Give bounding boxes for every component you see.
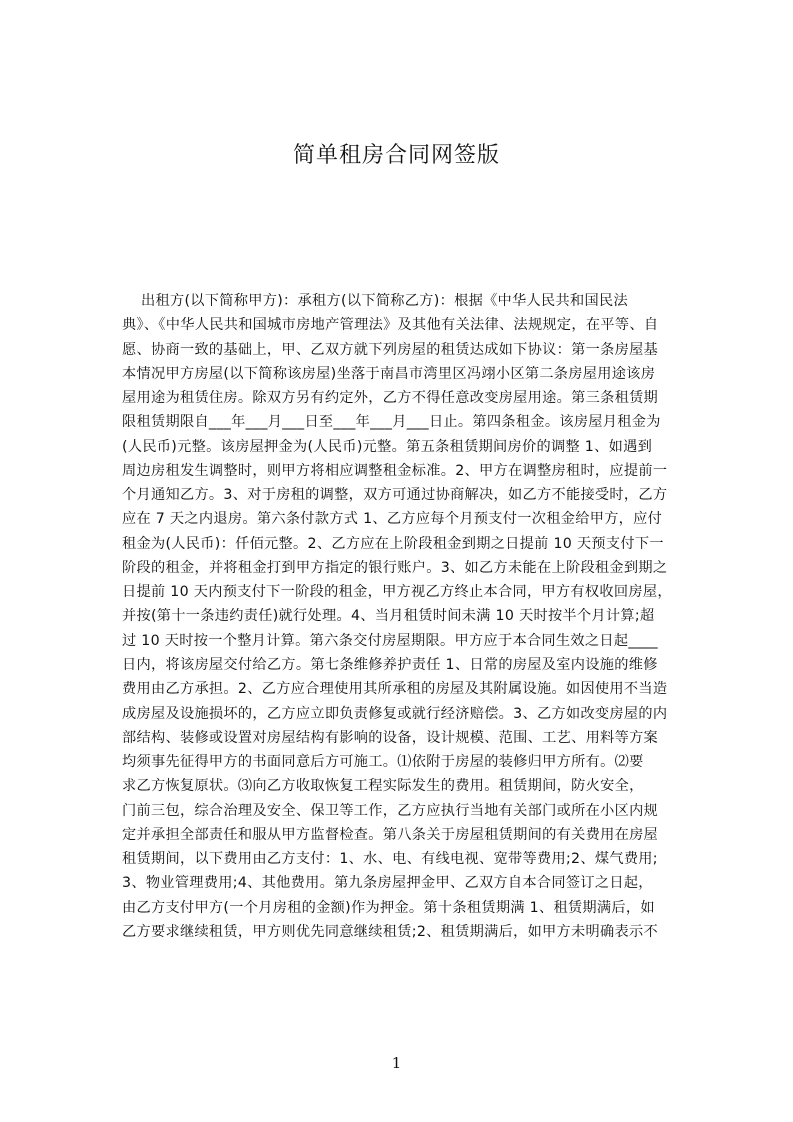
body-line: 租赁期间，以下费用由乙方支付：1、水、电、有线电视、宽带等费用;2、煤气费用; xyxy=(122,851,658,868)
body-line: 周边房租发生调整时，则甲方将相应调整租金标准。2、甲方在调整房租时，应提前一 xyxy=(122,462,668,479)
body-line: 出租方(以下简称甲方)：承租方(以下简称乙方)：根据《中华人民共和国民法 xyxy=(141,293,628,309)
body-line: 日内，将该房屋交付给乙方。第七条维修养护责任 1、日常的房屋及室内设施的维修 xyxy=(122,656,658,673)
body-line: (人民币)元整。该房屋押金为(人民币)元整。第五条租赁期间房价的调整 1、如遇到 xyxy=(122,438,653,455)
body-line: 成房屋及设施损坏的，乙方应立即负责修复或就行经济赔偿。3、乙方如改变房屋的内 xyxy=(122,705,668,722)
body-line: 租金为(人民币)：仟佰元整。2、乙方应在上阶段租金到期之日提前 10 天预支付下一 xyxy=(122,535,664,552)
body-line: 由乙方支付甲方(一个月房租的金额)作为押金。第十条租赁期满 1、租赁期满后，如 xyxy=(122,899,655,916)
body-line: 应在 7 天之内退房。第六条付款方式 1、乙方应每个月预支付一次租金给甲方，应付 xyxy=(122,511,663,528)
body-line: 部结构、装修或设置对房屋结构有影响的设备，设计规模、范围、工艺、用料等方案 xyxy=(122,729,659,746)
document-body xyxy=(122,289,697,944)
body-line: 求乙方恢复原状。⑶向乙方收取恢复工程实际发生的费用。租赁期间，防火安全， xyxy=(122,778,644,795)
document-title: 简单租房合同网签版 xyxy=(292,143,500,168)
body-line: 门前三包，综合治理及安全、保卫等工作，乙方应执行当地有关部门或所在小区内规 xyxy=(122,802,659,819)
body-line: 限租赁期限自___年___月___日至___年___月___日止。第四条租金。该房屋月租金为 xyxy=(122,414,661,431)
body-line: 并按(第十一条违约责任)就行处理。4、当月租赁时间未满 10 天时按半个月计算;超 xyxy=(122,608,655,625)
body-line: 屋用途为租赁住房。除双方另有约定外，乙方不得任意改变房屋用途。第三条租赁期 xyxy=(122,390,659,407)
body-line: 乙方要求继续租赁，甲方则优先同意继续租赁;2、租赁期满后，如甲方未明确表示不 xyxy=(122,923,658,940)
body-line: 典》、《中华人民共和国城市房地产管理法》及其他有关法律、法规规定，在平等、自 xyxy=(122,317,659,334)
body-line: 阶段的租金，并将租金打到甲方指定的银行账户。3、如乙方未能在上阶段租金到期之 xyxy=(122,559,668,576)
body-line: 过 10 天时按一个整月计算。第六条交付房屋期限。甲方应于本合同生效之日起____ xyxy=(122,632,658,649)
body-line: 日提前 10 天内预支付下一阶段的租金，甲方视乙方终止本合同，甲方有权收回房屋， xyxy=(122,584,672,601)
body-line: 愿、协商一致的基础上，甲、乙双方就下列房屋的租赁达成如下协议：第一条房屋基 xyxy=(122,341,659,358)
body-line: 均须事先征得甲方的书面同意后方可施工。⑴依附于房屋的装修归甲方所有。⑵要 xyxy=(122,754,644,771)
body-line: 本情况甲方房屋(以下简称该房屋)坐落于南昌市湾里区冯翊小区第二条房屋用途该房 xyxy=(122,365,656,382)
body-line: 个月通知乙方。3、对于房租的调整，双方可通过协商解决，如乙方不能接受时，乙方 xyxy=(122,487,668,504)
body-line: 费用由乙方承担。2、乙方应合理使用其所承租的房屋及其附属设施。如因使用不当造 xyxy=(122,681,668,698)
body-line: 定并承担全部责任和服从甲方监督检查。第八条关于房屋租赁期间的有关费用在房屋 xyxy=(122,826,659,843)
page-number: 1 xyxy=(391,1054,402,1072)
body-line: 3、物业管理费用;4、其他费用。第九条房屋押金甲、乙双方自本合同签订之日起， xyxy=(122,875,653,892)
